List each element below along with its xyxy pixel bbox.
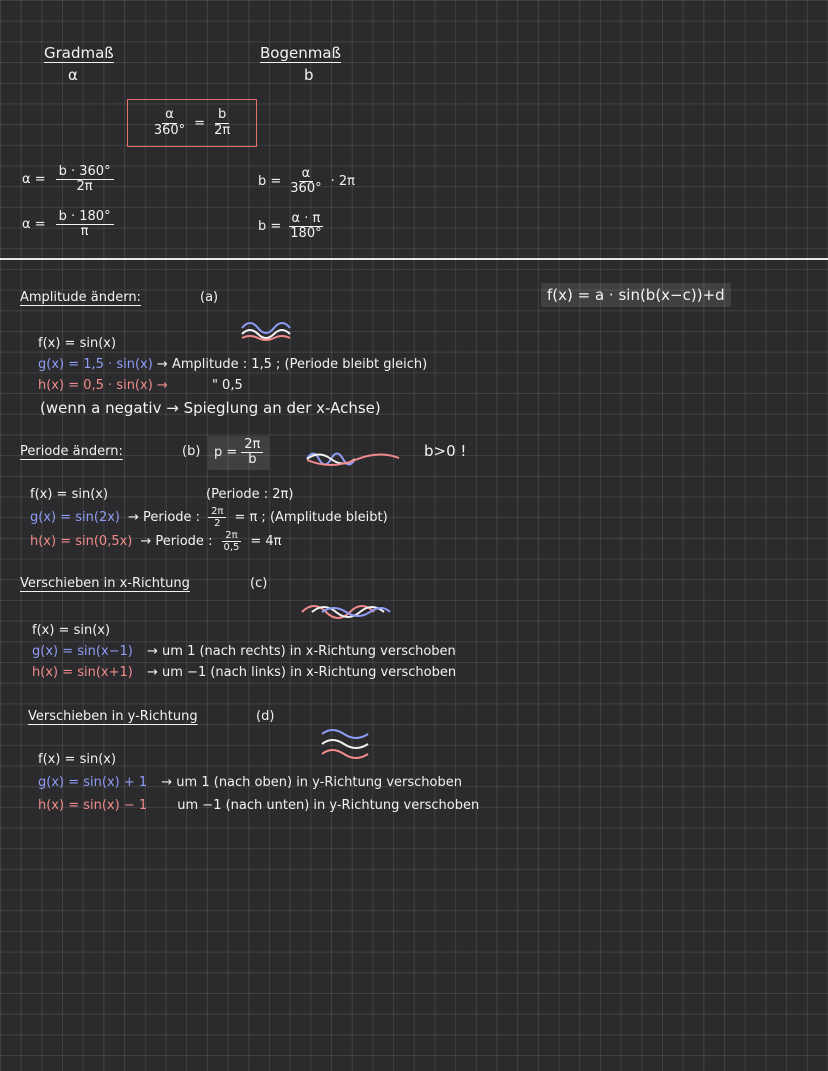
amplitude-g-line [38,357,427,372]
periode-h-num: 2π [222,530,240,542]
x-shift-param: (c) [250,576,268,591]
ratio-b-num: b [215,108,229,123]
periode-p-num: 2π [241,438,263,453]
periode-formula [208,436,269,470]
periode-p-den: b [248,452,257,468]
alpha2-lhs: α = [22,217,46,233]
periode-h-den: 0,5 [223,542,240,553]
b1-tail: · 2π [330,174,355,190]
periode-h-text-pre: → Periode : [140,534,213,549]
periode-g-label: g(x) = sin(2x) [30,510,120,525]
periode-h-line [30,530,281,553]
alpha1-den: 2π [76,179,93,195]
alpha2-den: π [80,224,89,240]
alpha2-num: b · 180° [56,210,114,225]
x-shift-g-label: g(x) = sin(x−1) [32,644,133,659]
y-shift-param: (d) [256,709,275,724]
alpha1-num: b · 360° [56,165,114,180]
alpha-formula-1 [22,165,114,195]
b2-num: α · π [289,212,324,227]
alpha-formula-2 [22,210,114,240]
y-shift-g-text: → um 1 (nach oben) in y-Richtung verschoben [161,775,462,790]
x-shift-h-line [32,665,456,680]
amplitude-param: (a) [200,290,219,305]
periode-g-den: 2 [214,518,221,529]
b2-den: 180° [290,226,322,242]
b-formula-1 [258,167,355,197]
periode-h-text-post: = 4π [250,534,282,549]
alpha1-lhs: α = [22,172,46,188]
periode-p-lhs: p = [214,445,238,461]
amplitude-h-label: h(x) = 0,5 · sin(x) → [38,378,168,393]
amplitude-g-label: g(x) = 1,5 · sin(x) [38,357,153,372]
periode-title: Periode ändern: [20,444,123,459]
grad-title: Gradmaß [44,44,114,62]
section-divider [0,258,828,260]
x-shift-waves-icon [300,600,392,624]
ratio-alpha-num: α [162,108,177,123]
y-shift-h-text: um −1 (nach unten) in y-Richtung verschoben [177,798,480,813]
periode-param: (b) [182,444,201,459]
general-sine-formula: f(x) = a · sin(b(x−c))+d [541,283,731,307]
bogen-title: Bogenmaß [260,44,341,62]
periode-waves-icon [305,446,401,472]
y-shift-title: Verschieben in y-Richtung [28,709,198,724]
ratio-formula-box [127,99,257,147]
periode-g-text-pre: → Periode : [127,510,201,525]
amplitude-h-text: " 0,5 [211,378,243,393]
ratio-equals: = [194,115,206,131]
grad-symbol: α [68,66,78,84]
y-shift-waves-icon [320,726,372,762]
b-formula-2 [258,212,325,242]
x-shift-title: Verschieben in x-Richtung [20,576,190,591]
x-shift-g-text: → um 1 (nach rechts) in x-Richtung verschoben [147,644,456,659]
y-shift-h-label: h(x) = sin(x) − 1 [38,798,148,813]
x-shift-h-label: h(x) = sin(x+1) [32,665,133,680]
periode-f-note: (Periode : 2π) [206,487,294,502]
x-shift-g-line [32,644,456,659]
amplitude-title: Amplitude ändern: [20,290,141,305]
bogen-symbol: b [304,66,314,84]
amplitude-h-line [38,378,243,393]
ratio-b-den: 2π [214,122,231,138]
periode-h-label: h(x) = sin(0,5x) [30,534,133,549]
amplitude-waves-icon [240,318,292,346]
x-shift-f-line: f(x) = sin(x) [32,623,111,638]
ratio-alpha-den: 360° [153,122,186,138]
periode-condition: b>0 ! [424,442,467,460]
periode-g-line [30,506,388,529]
b2-lhs: b = [258,219,282,235]
b1-den: 360° [290,181,322,197]
periode-g-text-post: = π ; (Amplitude bleibt) [234,510,388,525]
periode-g-num: 2π [208,506,226,518]
x-shift-h-text: → um −1 (nach links) in x-Richtung verschoben [147,665,457,680]
b1-lhs: b = [258,174,282,190]
b1-num: α [299,167,314,182]
periode-f-line: f(x) = sin(x) [30,487,109,502]
amplitude-g-text: → Amplitude : 1,5 ; (Periode bleibt gleich) [156,357,428,372]
y-shift-g-line [38,775,462,790]
y-shift-g-label: g(x) = sin(x) + 1 [38,775,148,790]
y-shift-h-line [38,798,479,813]
y-shift-f-line: f(x) = sin(x) [38,752,117,767]
amplitude-f-line: f(x) = sin(x) [38,336,117,351]
amplitude-note: (wenn a negativ → Spieglung an der x-Achse) [40,399,381,417]
